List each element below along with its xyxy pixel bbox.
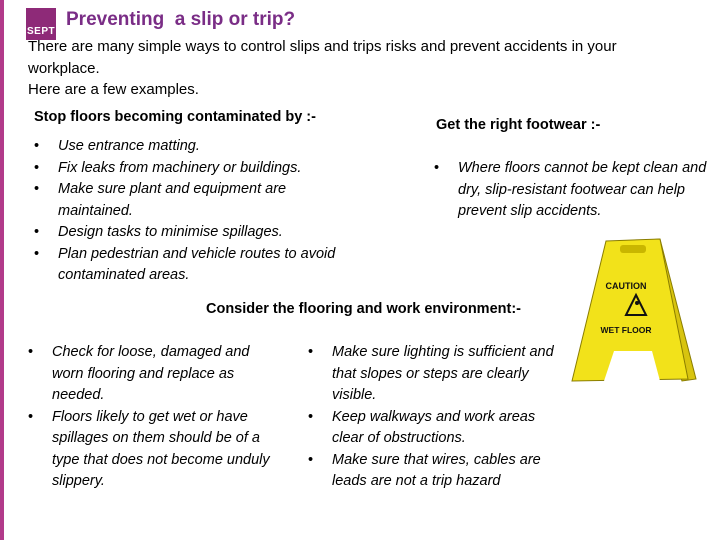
environment-left-list [28, 342, 284, 493]
footwear-list [434, 158, 712, 223]
list-item: • Keep walkways and work areas clear of obstructions. [308, 407, 558, 450]
list-item: • Make sure that wires, cables are leads are not a trip hazard [308, 450, 558, 493]
left-accent-bar [0, 0, 4, 540]
sign-caution-text: CAUTION [605, 281, 647, 291]
list-item: • Make sure plant and equipment are maintained. [34, 179, 323, 222]
floors-list [34, 136, 384, 287]
list-item: • Design tasks to minimise spillages. [34, 222, 384, 244]
list-item: • Plan pedestrian and vehicle routes to avoid contaminated areas. [34, 244, 384, 287]
slip-figure-icon [635, 301, 639, 305]
wet-floor-sign-image [564, 233, 704, 388]
intro-line-2: workplace. [28, 59, 100, 77]
list-item: • Check for loose, damaged and worn flooring and replace as needed. [28, 342, 284, 407]
sign-wet-floor-text: WET FLOOR [600, 325, 652, 335]
list-item: • Make sure lighting is sufficient and that slopes or steps are clearly visible. [308, 342, 558, 407]
intro-line-3: Here are a few examples. [28, 81, 199, 98]
environment-heading: Consider the flooring and work environment:- [206, 301, 521, 317]
list-item: • Use entrance matting. [34, 136, 384, 158]
list-item: • Floors likely to get wet or have spillages on them should be of a type that does not become unduly slippery. [28, 407, 284, 493]
list-item: • Fix leaks from machinery or buildings. [34, 158, 384, 180]
list-item: • Where floors cannot be kept clean and dry, slip-resistant footwear can help prevent slip accidents. [434, 158, 712, 223]
floors-heading: Stop floors becoming contaminated by :- [34, 109, 316, 125]
logo-text: SEPT [27, 26, 56, 37]
intro-text [28, 36, 617, 101]
page-title: Preventing a slip or trip? [66, 9, 296, 30]
sign-handle [620, 245, 646, 253]
environment-right-list [308, 342, 558, 493]
footwear-heading: Get the right footwear :- [436, 117, 601, 133]
intro-line-1: There are many simple ways to control slips and trips risks and prevent accidents in your [28, 38, 617, 55]
